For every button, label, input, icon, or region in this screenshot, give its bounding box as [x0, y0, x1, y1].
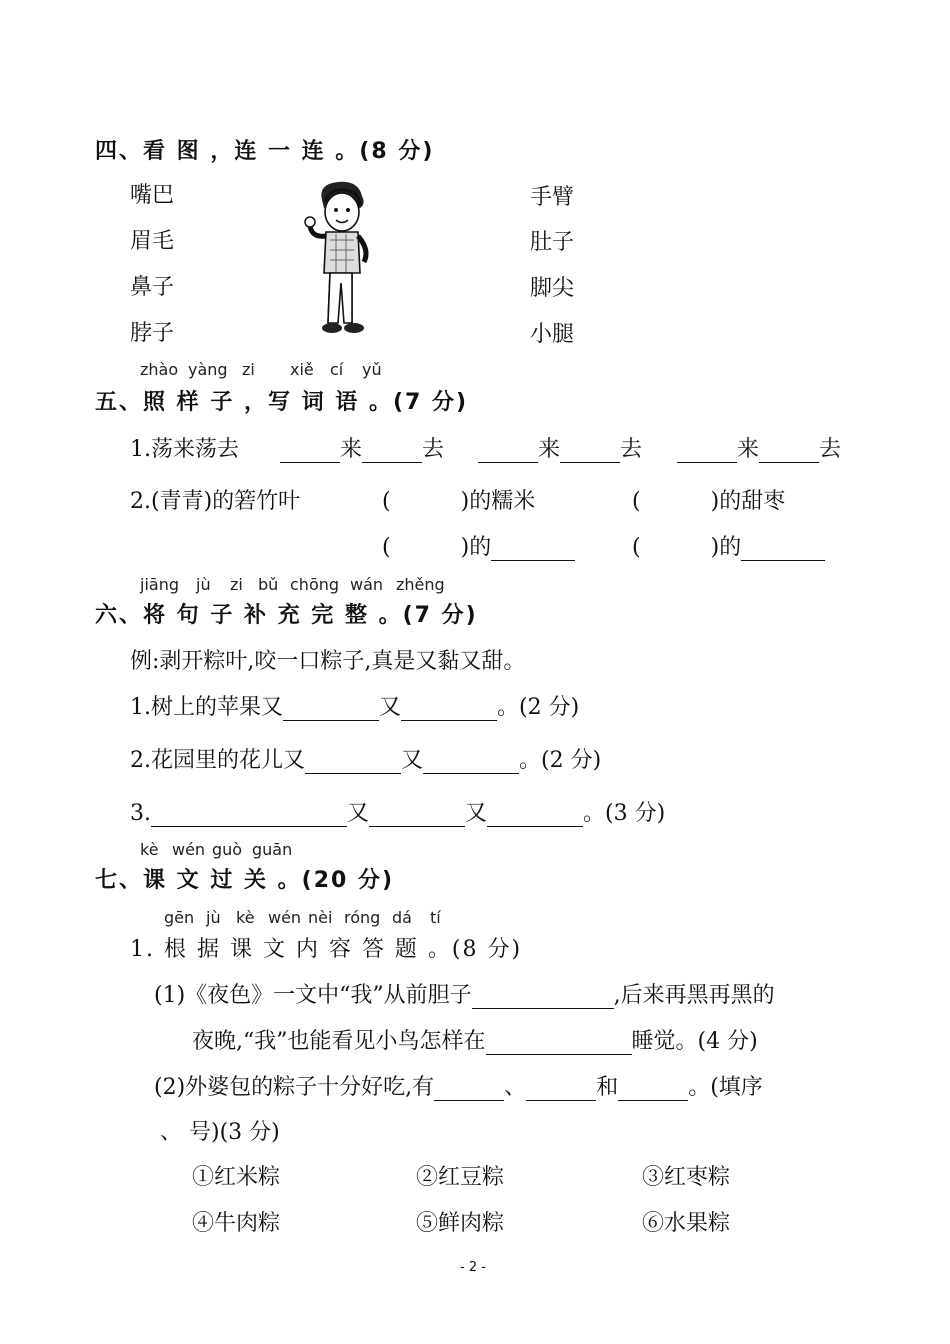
- blank[interactable]: [369, 804, 465, 827]
- section-5-pinyin-2: yàng: [188, 360, 228, 379]
- qu-char: 去: [819, 437, 842, 462]
- section-5-pinyin-6: yǔ: [362, 360, 382, 379]
- section-6-pinyin-7: zhěng: [396, 575, 445, 594]
- s6-example: 例:剥开粽叶,咬一口粽子,真是又黏又甜。: [130, 649, 526, 674]
- s5-q2-item-1: ( )的糯米: [382, 489, 536, 514]
- s7-sub-pinyin-1: gēn: [164, 908, 195, 927]
- s7-sub-pinyin-3: kè: [236, 908, 255, 927]
- option-6: ⑥水果粽: [642, 1211, 731, 1236]
- lai-char: 来: [737, 437, 760, 462]
- body-part-left-4: 脖子: [130, 321, 175, 346]
- lai-char: 来: [538, 437, 561, 462]
- blank[interactable]: [618, 1078, 688, 1101]
- s7-sub-pinyin-4: wén: [268, 908, 302, 927]
- body-part-left-3: 鼻子: [130, 275, 175, 300]
- blank[interactable]: [487, 804, 583, 827]
- lai-char: 来: [340, 437, 363, 462]
- s5-q2-label: 2.(青青)的箬竹叶: [130, 489, 301, 514]
- s7-sub-pinyin-5: nèi: [308, 908, 333, 927]
- blank[interactable]: [472, 986, 614, 1009]
- s7-p1-line2: 夜晚,“我”也能看见小鸟怎样在 睡觉。(4 分): [192, 1029, 758, 1054]
- section-6-pinyin-6: wán: [350, 575, 384, 594]
- option-5: ⑤鲜肉粽: [416, 1211, 505, 1236]
- section-7-title: 七、课 文 过 关 。(20 分): [95, 868, 395, 893]
- s7-p2-line1: (2)外婆包的粽子十分好吃,有 、 和 。(填序: [154, 1075, 763, 1100]
- blank[interactable]: [305, 751, 401, 774]
- blank[interactable]: [526, 1078, 596, 1101]
- s7-sub-pinyin-6: róng: [344, 908, 381, 927]
- s5-q2-item-2: ( )的甜枣: [632, 489, 786, 514]
- section-6-pinyin-5: chōng: [290, 575, 340, 594]
- section-5-title: 五、照 样 子 ，写 词 语 。(7 分): [95, 390, 469, 415]
- section-7-pinyin-1: kè: [140, 840, 159, 859]
- blank[interactable]: [151, 804, 347, 827]
- s6-q1: 1.树上的苹果又 又 。(2 分): [130, 695, 580, 720]
- s7-sub-pinyin-7: dá: [392, 908, 412, 927]
- blank[interactable]: [478, 440, 538, 463]
- boy-illustration: [300, 178, 380, 343]
- qu-char: 去: [422, 437, 445, 462]
- section-6-pinyin-2: jù: [196, 575, 211, 594]
- blank[interactable]: [491, 538, 575, 561]
- s6-q3: 3. 又 又 。(3 分): [130, 801, 666, 826]
- section-7-pinyin-4: guān: [252, 840, 293, 859]
- s7-sub-title: 1. 根 据 课 文 内 容 答 题 。(8 分): [130, 937, 523, 962]
- section-7-pinyin-3: guò: [212, 840, 243, 859]
- s6-q2: 2.花园里的花儿又 又 。(2 分): [130, 748, 602, 773]
- s7-sub-pinyin-8: tí: [430, 908, 441, 927]
- option-4: ④牛肉粽: [192, 1211, 281, 1236]
- s5-q2-item-3: ( )的: [382, 530, 575, 561]
- section-6-pinyin-3: zi: [230, 575, 243, 594]
- blank[interactable]: [560, 440, 620, 463]
- section-6-pinyin-4: bǔ: [258, 575, 279, 594]
- blank[interactable]: [423, 751, 519, 774]
- s5-q1-group-3: [677, 432, 841, 463]
- blank[interactable]: [741, 538, 825, 561]
- option-1: ①红米粽: [192, 1165, 281, 1190]
- blank[interactable]: [677, 440, 737, 463]
- body-part-left-1: 嘴巴: [130, 183, 175, 208]
- blank[interactable]: [434, 1078, 504, 1101]
- blank[interactable]: [280, 440, 340, 463]
- body-part-right-1: 手臂: [530, 185, 575, 210]
- s5-q1-group-1: [280, 432, 444, 463]
- blank[interactable]: [401, 698, 497, 721]
- blank[interactable]: [759, 440, 819, 463]
- s5-q2-item-4: ( )的: [632, 530, 825, 561]
- section-5-pinyin-4: xiě: [290, 360, 314, 379]
- page-number: - 2 -: [460, 1260, 486, 1275]
- body-part-right-3: 脚尖: [530, 276, 575, 301]
- body-part-right-2: 肚子: [530, 230, 575, 255]
- option-3: ③红枣粽: [642, 1165, 731, 1190]
- section-7-pinyin-2: wén: [172, 840, 206, 859]
- blank[interactable]: [486, 1032, 632, 1055]
- s5-q1-label: 1.荡来荡去: [130, 437, 239, 462]
- s7-p2-line2: 、 号)(3 分): [160, 1120, 280, 1145]
- blank[interactable]: [362, 440, 422, 463]
- s7-sub-pinyin-2: jù: [206, 908, 221, 927]
- body-part-left-2: 眉毛: [130, 229, 175, 254]
- qu-char: 去: [620, 437, 643, 462]
- section-4-title: 四、看 图 ，连 一 连 。(8 分): [95, 139, 435, 164]
- body-part-right-4: 小腿: [530, 322, 575, 347]
- section-5-pinyin-5: cí: [330, 360, 344, 379]
- s7-p1-line1: (1)《夜色》一文中“我”从前胆子 ,后来再黑再黑的: [154, 983, 775, 1008]
- s5-q1-group-2: [478, 432, 642, 463]
- section-6-title: 六、将 句 子 补 充 完 整 。(7 分): [95, 603, 478, 628]
- section-5-pinyin-3: zi: [242, 360, 255, 379]
- option-2: ②红豆粽: [416, 1165, 505, 1190]
- section-6-pinyin-1: jiāng: [140, 575, 179, 594]
- blank[interactable]: [283, 698, 379, 721]
- section-5-pinyin-1: zhào: [140, 360, 179, 379]
